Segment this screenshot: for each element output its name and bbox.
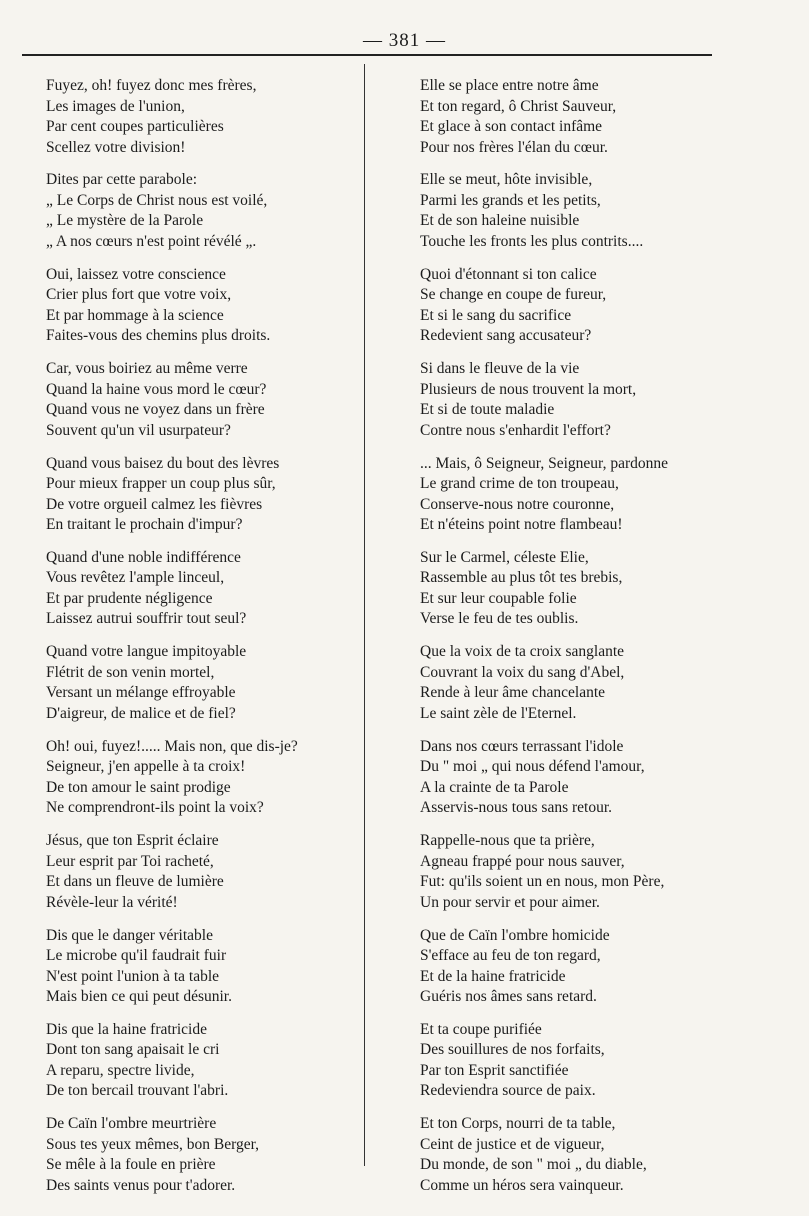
verse-line: Quand votre langue impitoyable [46,643,247,661]
verse-line: Par cent coupes particulières [46,118,224,135]
verse-line: Dites par cette parabole: [46,171,198,189]
verse-line: Rassemble au plus tôt tes brebis, [420,569,623,587]
verse-line: Et par prudente négligence [46,589,213,607]
verse-line: Et glace à son contact infâme [420,118,603,135]
verse-line: Et dans un fleuve de lumière [46,873,224,891]
verse-line: D'aigreur, de malice et de fiel? [46,704,236,722]
verse-line: Du " moi „ qui nous défend l'amour, [420,758,645,776]
verse-line: Dis que le danger véritable [46,926,213,944]
verse-line: „ Le mystère de la Parole [46,212,204,230]
verse-line: Redeviendra source de paix. [420,1082,596,1100]
stanza [420,1020,720,1102]
stanza [420,454,720,536]
verse-line: Le saint zèle de l'Eternel. [420,704,577,722]
verse-line: Ceint de justice et de vigueur, [420,1135,605,1153]
left-column [46,76,356,1209]
verse-line: „ A nos cœurs n'est point révélé „. [46,232,257,250]
stanza [46,359,356,441]
verse-line: Des saints venus pour t'adorer. [46,1176,236,1194]
right-column [420,76,720,1209]
verse-line: Quand vous ne voyez dans un frère [46,401,265,419]
verse-line: Les images de l'union, [46,97,185,115]
verse-line: De ton bercail trouvant l'abri. [46,1082,229,1100]
verse-line: Flétrit de son venin mortel, [46,663,215,681]
verse-line: „ Le Corps de Christ nous est voilé, [46,191,268,209]
verse-line: Fuyez, oh! fuyez donc mes frères, [46,77,257,94]
verse-line: S'efface au feu de ton regard, [420,947,601,965]
verse-line: Verse le feu de tes oublis. [420,610,579,628]
verse-line: Du monde, de son " moi „ du diable, [420,1156,647,1174]
verse-line: Et de la haine fratricide [420,967,566,985]
verse-line: Scellez votre division! [46,138,186,156]
stanza [46,170,356,252]
verse-line: Mais bien ce qui peut désunir. [46,988,232,1006]
verse-line: A reparu, spectre livide, [46,1061,195,1079]
verse-line: Quand la haine vous mord le cœur? [46,380,267,398]
verse-line: Oh! oui, fuyez!..... Mais non, que dis-je? [46,737,298,755]
column-divider [364,64,365,1166]
verse-line: Seigneur, j'en appelle à ta croix! [46,758,246,776]
stanza [46,454,356,536]
verse-line: ... Mais, ô Seigneur, Seigneur, pardonne [420,454,668,472]
verse-line: Agneau frappé pour nous sauver, [420,852,625,870]
verse-line: Pour nos frères l'élan du cœur. [420,138,608,156]
verse-line: Redevient sang accusateur? [420,327,592,345]
verse-line: Et de son haleine nuisible [420,212,580,230]
verse-line: Contre nous s'enhardit l'effort? [420,421,611,439]
stanza [46,265,356,347]
stanza [46,926,356,1008]
verse-line: Et n'éteins point notre flambeau! [420,516,623,534]
verse-line: Que la voix de ta croix sanglante [420,643,625,661]
verse-line: Et ton Corps, nourri de ta table, [420,1115,616,1133]
stanza [46,1020,356,1102]
verse-line: Que de Caïn l'ombre homicide [420,926,610,944]
verse-line: De Caïn l'ombre meurtrière [46,1115,217,1133]
verse-line: Parmi les grands et les petits, [420,191,601,209]
verse-line: De ton amour le saint prodige [46,778,231,796]
stanza [46,642,356,724]
stanza [420,926,720,1008]
stanza [420,76,720,158]
verse-line: Car, vous boiriez au même verre [46,360,248,378]
verse-line: Se change en coupe de fureur, [420,286,607,304]
verse-line: Quand vous baisez du bout des lèvres [46,454,280,472]
verse-line: Rappelle-nous que ta prière, [420,832,595,850]
verse-line: Le grand crime de ton troupeau, [420,475,619,493]
verse-line: Conserve-nous notre couronne, [420,495,615,513]
verse-line: Se mêle à la foule en prière [46,1156,216,1174]
verse-line: Dis que la haine fratricide [46,1020,207,1038]
verse-line: De votre orgueil calmez les fièvres [46,495,263,513]
verse-line: Jésus, que ton Esprit éclaire [46,832,219,850]
verse-line: Et ta coupe purifiée [420,1020,542,1038]
verse-line: Plusieurs de nous trouvent la mort, [420,380,637,398]
verse-line: Révèle-leur la vérité! [46,893,178,911]
verse-line: Ne comprendront-ils point la voix? [46,799,264,817]
verse-line: Comme un héros sera vainqueur. [420,1176,624,1194]
verse-line: A la crainte de ta Parole [420,778,569,796]
page-number: — 381 — [363,30,446,51]
verse-line: Oui, laissez votre conscience [46,265,226,283]
verse-line: Crier plus fort que votre voix, [46,286,232,304]
verse-line: Rende à leur âme chancelante [420,684,606,702]
header-rule [22,54,712,56]
verse-line: Par ton Esprit sanctifiée [420,1061,569,1079]
stanza [46,737,356,819]
verse-line: Souvent qu'un vil usurpateur? [46,421,231,439]
verse-line: Fut: qu'ils soient un en nous, mon Père, [420,873,665,891]
verse-line: Et si de toute maladie [420,401,555,419]
verse-line: Elle se place entre notre âme [420,77,599,94]
verse-line: Et sur leur coupable folie [420,589,577,607]
stanza [420,737,720,819]
stanza [420,1114,720,1196]
verse-line: Leur esprit par Toi racheté, [46,852,214,870]
verse-line: Dont ton sang apaisait le cri [46,1041,220,1059]
verse-line: Couvrant la voix du sang d'Abel, [420,663,625,681]
stanza [420,831,720,913]
verse-line: Touche les fronts les plus contrits.... [420,232,644,250]
verse-line: Laissez autrui souffrir tout seul? [46,610,247,628]
stanza [46,1114,356,1196]
stanza [420,170,720,252]
verse-line: Un pour servir et pour aimer. [420,893,600,911]
stanza [420,548,720,630]
verse-line: Pour mieux frapper un coup plus sûr, [46,475,276,493]
verse-line: N'est point l'union à ta table [46,967,220,985]
verse-line: Et par hommage à la science [46,306,224,324]
stanza [46,76,356,158]
verse-line: Asservis-nous tous sans retour. [420,799,613,817]
verse-line: En traitant le prochain d'impur? [46,516,243,534]
verse-line: Des souillures de nos forfaits, [420,1041,605,1059]
verse-line: Le microbe qu'il faudrait fuir [46,947,227,965]
stanza [420,359,720,441]
stanza [420,265,720,347]
verse-line: Dans nos cœurs terrassant l'idole [420,737,624,755]
verse-line: Elle se meut, hôte invisible, [420,171,593,189]
verse-line: Guéris nos âmes sans retard. [420,988,597,1006]
verse-line: Quoi d'étonnant si ton calice [420,265,597,283]
verse-line: Et si le sang du sacrifice [420,306,572,324]
verse-line: Vous revêtez l'ample linceul, [46,569,225,587]
stanza [420,642,720,724]
verse-line: Sur le Carmel, céleste Elie, [420,548,589,566]
verse-line: Sous tes yeux mêmes, bon Berger, [46,1135,260,1153]
verse-line: Versant un mélange effroyable [46,684,236,702]
verse-line: Quand d'une noble indifférence [46,548,241,566]
verse-line: Faites-vous des chemins plus droits. [46,327,271,345]
verse-line: Et ton regard, ô Christ Sauveur, [420,97,617,115]
stanza [46,831,356,913]
verse-line: Si dans le fleuve de la vie [420,360,580,378]
stanza [46,548,356,630]
